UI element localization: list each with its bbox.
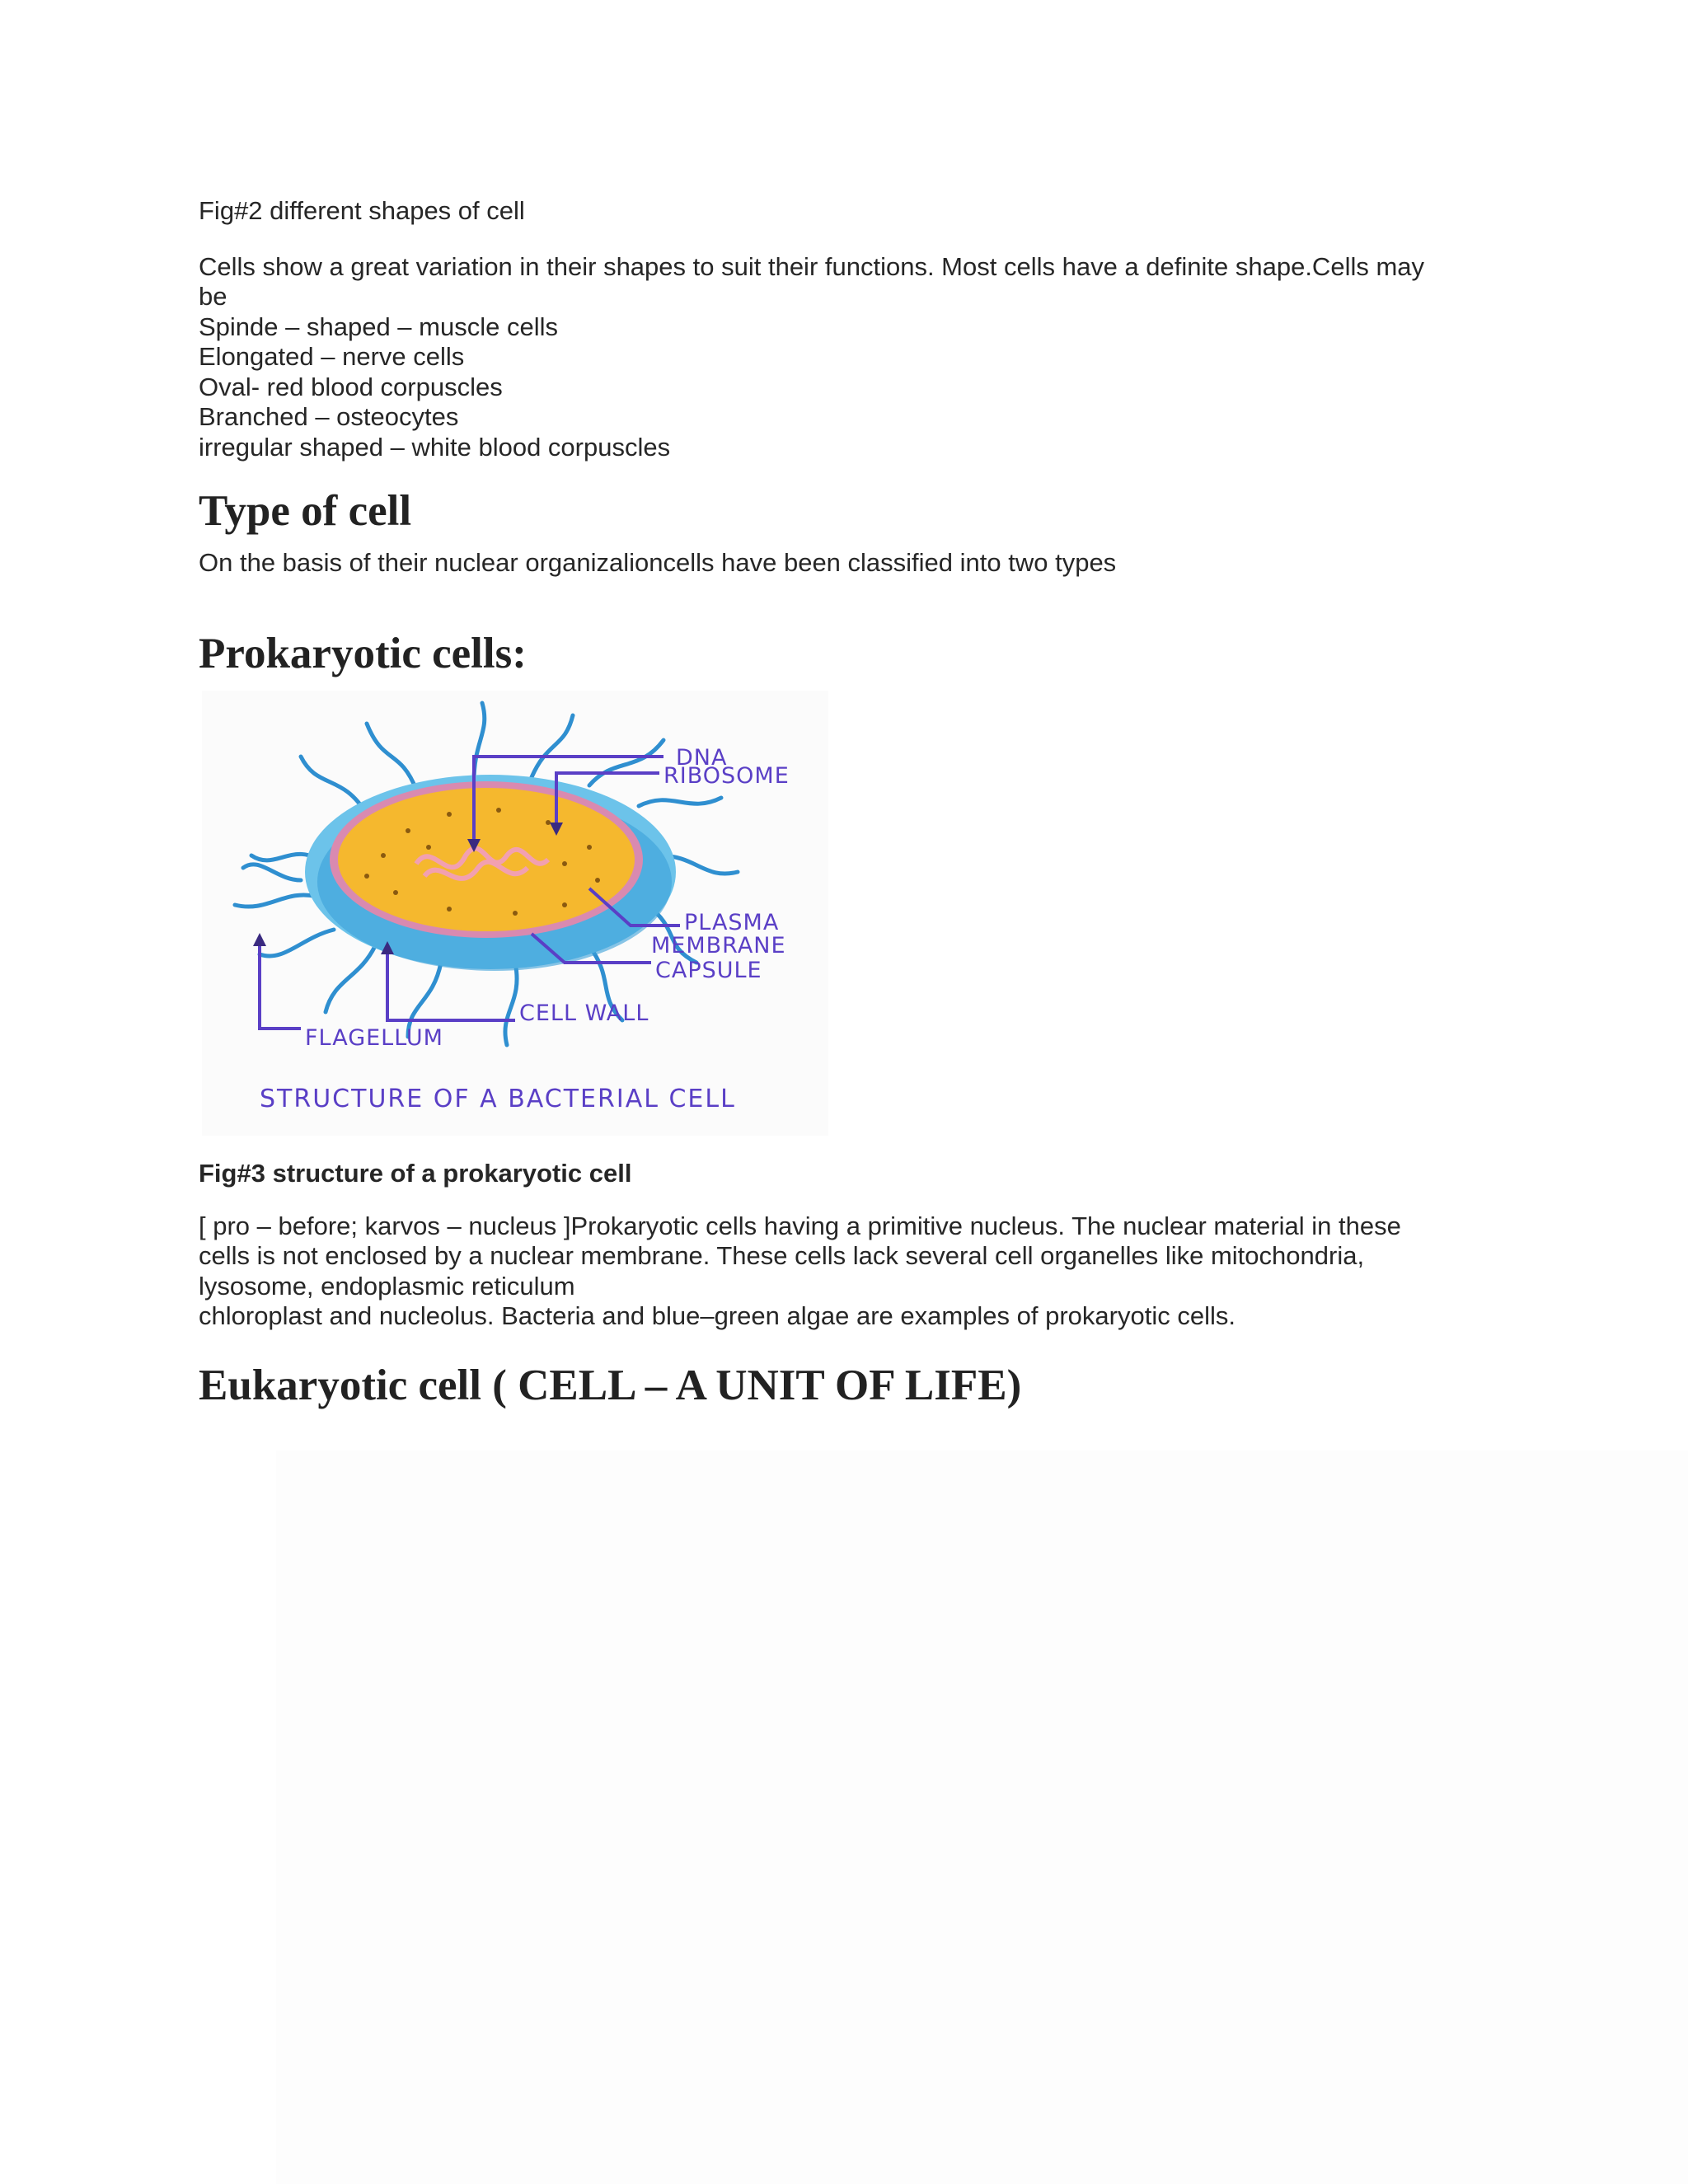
prokaryotic-paragraph <box>199 1212 1493 1332</box>
membrane-label: MEMBRANE <box>651 932 786 958</box>
fig3-caption: Fig#3 structure of a prokaryotic cell <box>199 1158 632 1188</box>
cell-wall-label: CELL WALL <box>519 1000 649 1026</box>
shapes-paragraph <box>199 252 1493 463</box>
capsule-label: CAPSULE <box>655 957 762 983</box>
shape-item: Spinde – shaped – muscle cells <box>199 312 558 341</box>
prok-line: cells is not enclosed by a nuclear membrane. These cells lack several cell organelles like mitochondria, <box>199 1241 1365 1270</box>
plasma-label: PLASMA <box>684 909 780 935</box>
prok-line: [ pro – before; karvos – nucleus ]Prokaryotic cells having a primitive nucleus. The nuclear material in these <box>199 1211 1401 1240</box>
flagellum-label: FLAGELLUM <box>305 1024 443 1051</box>
bacterial-cell-illustration <box>202 691 828 1136</box>
prok-line: chloroplast and nucleolus. Bacteria and blue–green algae are examples of prokaryotic cells. <box>199 1301 1236 1330</box>
bacterial-cell-figure <box>202 691 828 1136</box>
shape-item: irregular shaped – white blood corpuscles <box>199 432 671 462</box>
type-of-cell-heading: Type of cell <box>199 487 412 535</box>
shapes-intro-line: be <box>199 282 227 311</box>
shape-item: Elongated – nerve cells <box>199 342 465 371</box>
prok-line: lysosome, endoplasmic reticulum <box>199 1271 575 1301</box>
document-content <box>199 196 1493 1411</box>
type-of-cell-text: On the basis of their nuclear organizalioncells have been classified into two types <box>199 548 1117 577</box>
ribosome-label: RIBOSOME <box>663 762 790 789</box>
page-shading <box>276 1451 1688 2184</box>
dna-label: DNA <box>676 744 728 771</box>
shape-item: Branched – osteocytes <box>199 402 459 431</box>
shapes-intro-line: Cells show a great variation in their shapes to suit their functions. Most cells have a definite shape.Cells may <box>199 251 1425 281</box>
prokaryotic-heading: Prokaryotic cells: <box>199 629 527 677</box>
fig2-caption: Fig#2 different shapes of cell <box>199 196 525 225</box>
shape-item: Oval- red blood corpuscles <box>199 372 503 401</box>
figure-title-label: STRUCTURE OF A BACTERIAL CELL <box>260 1084 736 1113</box>
eukaryotic-heading: Eukaryotic cell ( CELL – A UNIT OF LIFE) <box>199 1361 1022 1409</box>
